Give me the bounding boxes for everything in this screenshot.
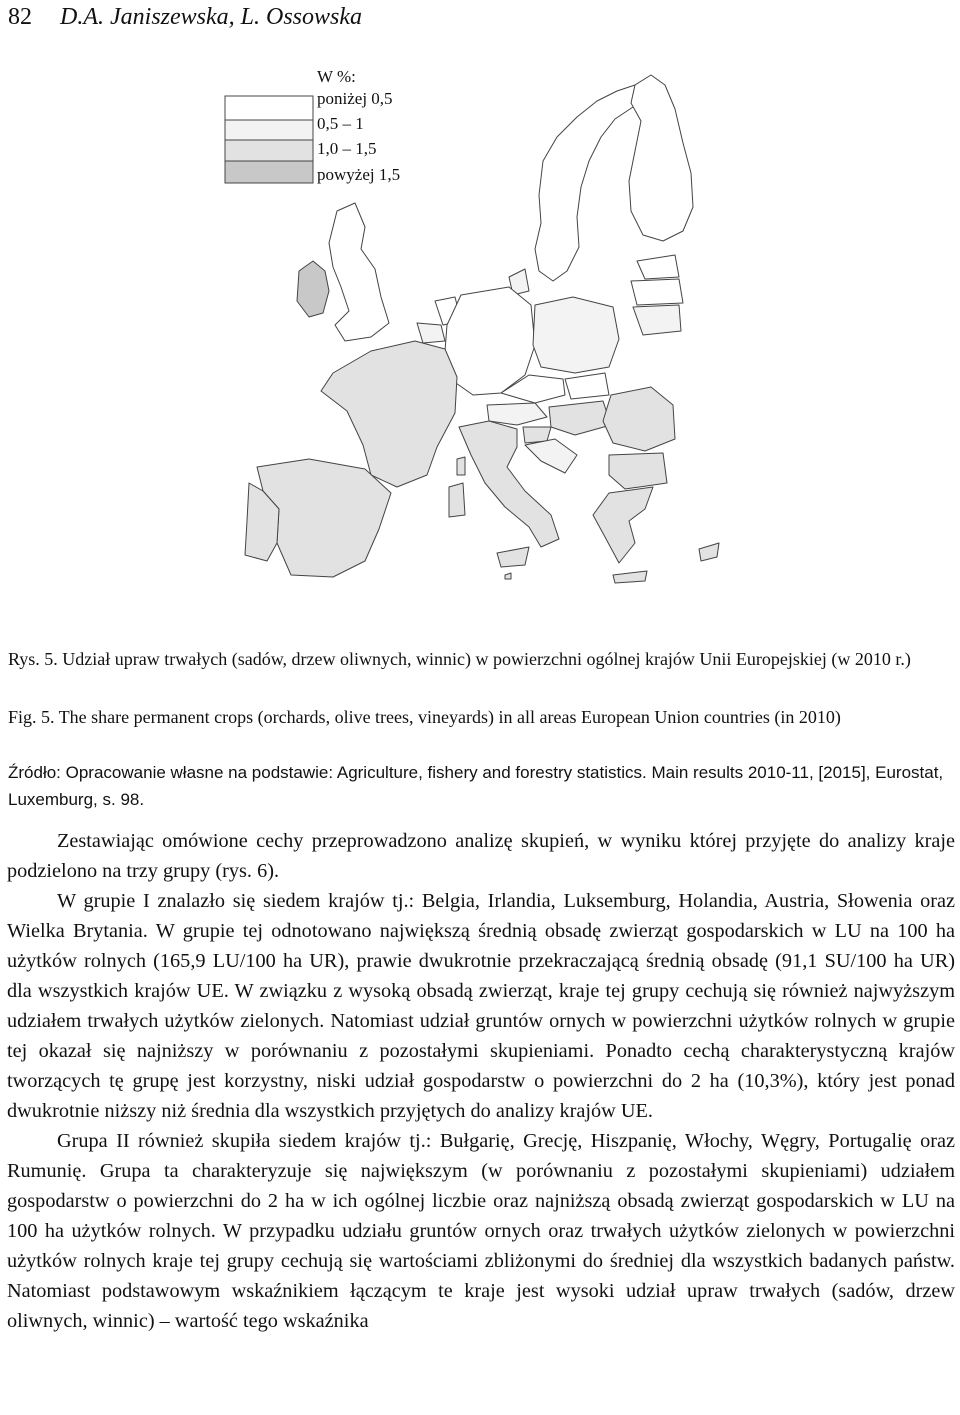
slovakia [565,373,609,399]
legend-swatch-4 [225,161,313,183]
corsica [457,457,465,475]
page-header [8,4,362,31]
legend-swatch-1 [225,96,313,120]
ireland [297,261,329,317]
latvia [631,279,683,305]
poland [533,297,619,373]
body-text [7,826,955,1336]
croatia [525,439,577,473]
figure-source: Źródło: Opracowanie własne na podstawie: Agriculture, fishery and forestry statistics. Main results 2010-11, [2015], Eurostat, Luxemburg, s. 98. [8,763,944,809]
eu-map [205,55,725,625]
eu-choropleth-figure [205,55,725,625]
map-legend [225,67,400,184]
legend-label-4: powyżej 1,5 [317,165,401,184]
legend-label-2: 0,5 – 1 [317,114,364,133]
sardinia [449,483,465,517]
belgium [417,323,445,343]
legend-swatch-3 [225,140,313,161]
paragraph-3: Grupa II również skupiła siedem krajów tj.: Bułgarię, Grecję, Hiszpanię, Włochy, Węgry, Portugalię oraz Rumunię. Grupa ta charakteryzuje się największym (w porównaniu z pozostałymi skupieniami) udziałem gospodarstw o powierzchni do 2 ha w ich ogólnej liczbie oraz najniższą obsadą zwierząt gospodarskich w LU na 100 ha użytków rolnych. W przypadku udziału gruntów ornych oraz trwałych użytków zielonych w powierzchni użytków rolnych kraje tej grupy cechują się wartościami zbliżonymi do średniej dla wszystkich badanych państw. Natomiast podstawowym wskaźnikiem łączącym te kraje jest wysoki udział upraw trwałych (sadów, drzew oliwnych, winnic) – wartość tego wskaźnika [7,1130,955,1332]
bulgaria [609,453,667,489]
sicily [497,547,529,567]
paragraph-2: W grupie I znalazło się siedem krajów tj.: Belgia, Irlandia, Luksemburg, Holandia, Austria, Słowenia oraz Wielka Brytania. W grupie tej odnotowano największą średnią obsadę zwierząt gospodarskich w LU na 100 ha użytków rolnych (165,9 LU/100 ha UR), prawie dwukrotnie przekraczającą średnią obsadę (91,1 SU/100 ha UR) dla wszystkich krajów UE. W związku z wysoką obsadą zwierząt, kraje tej grupy cechują się również najwyższym udziałem trwałych użytków zielonych. Natomiast udział gruntów ornych w powierzchni użytków rolnych w grupie tej okazał się najniższy w porównaniu z pozostałymi skupieniami. Ponadto cechą charakterystyczną krajów tworzących tę grupę jest korzystny, niski udział gospodarstw o powierzchni do 2 ha (10,3%), który jest ponad dwukrotnie niższy niż średnia dla wszystkich przyjętych do analizy krajów UE. [7,890,955,1122]
lithuania [633,305,681,335]
legend-swatch-2 [225,120,313,140]
greece [593,487,653,563]
legend-title: W %: [317,67,356,86]
figure-caption-pl: Rys. 5. Udział upraw trwałych (sadów, drzew oliwnych, winnic) w powierzchni ogólnej krajów Unii Europejskiej (w 2010 r.) [8,649,911,669]
cyprus [699,543,719,561]
crete [613,571,647,583]
legend-label-1: poniżej 0,5 [317,89,393,108]
germany [445,287,535,395]
united-kingdom [329,203,389,341]
romania [603,387,675,451]
finland [629,75,693,241]
estonia [637,255,679,279]
austria [487,403,547,425]
figure-caption-en: Fig. 5. The share permanent crops (orchards, olive trees, vineyards) in all areas European Union countries (in 2010) [8,707,841,727]
page-number: 82 [8,4,32,30]
paragraph-1: Zestawiając omówione cechy przeprowadzono analizę skupień, w wyniku której przyjęte do analizy kraje podzielono na trzy grupy (rys. 6). [7,830,955,882]
malta [505,573,511,579]
running-head-authors: D.A. Janiszewska, L. Ossowska [60,4,363,30]
sweden [535,85,643,281]
legend-label-3: 1,0 – 1,5 [317,139,377,158]
hungary [549,401,611,435]
